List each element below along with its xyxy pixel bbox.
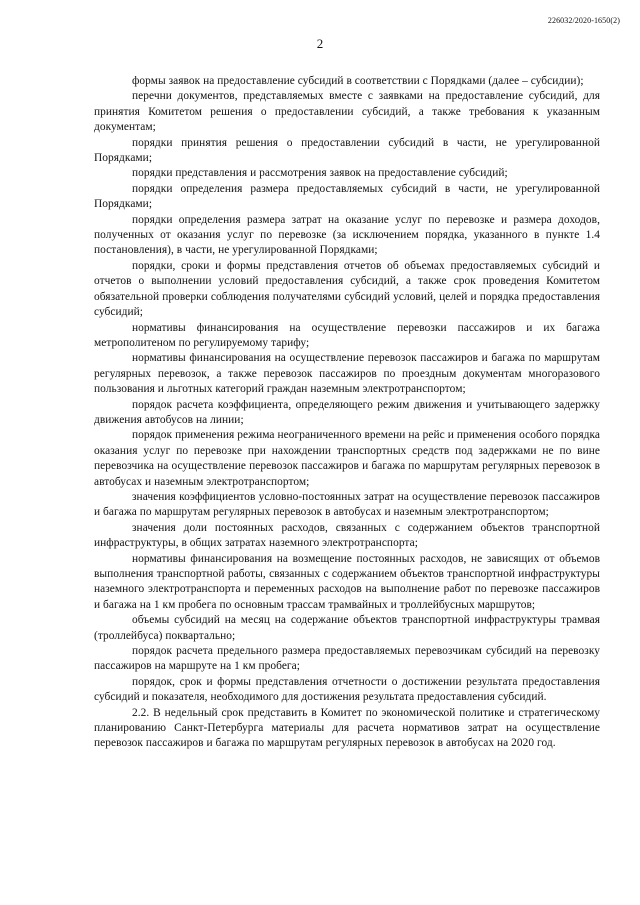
paragraph: нормативы финансирования на осуществление перевозок пассажиров и багажа по маршрутам регулярных перевозок, а также перевозок пассажиров по проездным документам многоразового пользования и льготных категорий граждан наземным электротранспортом; — [94, 352, 600, 396]
paragraph: нормативы финансирования на возмещение постоянных расходов, не зависящих от объемов выполнения транспортной работы, связанных с содержанием объектов транспортной инфраструктуры наземного электротранспорта и переменных расходов на выполнение работ по перевозке пассажиров и багажа на 1 км пробега по основным трассам трамвайных и троллейбусных маршрутов; — [94, 552, 600, 611]
document-body — [94, 74, 600, 752]
paragraph: объемы субсидий на месяц на содержание объектов транспортной инфраструктуры трамвая (троллейбуса) поквартально; — [94, 614, 600, 642]
paragraph: 2.2. В недельный срок представить в Комитет по экономической политике и стратегическому планированию Санкт-Петербурга материалы для расчета нормативов затрат на осуществление перевозок пассажиров и багажа по маршрутам регулярных перевозок в автобусах на 2020 год. — [94, 706, 600, 750]
paragraph: порядки принятия решения о предоставлении субсидий в части, не урегулированной Порядками; — [94, 136, 600, 165]
paragraph: значения коэффициентов условно-постоянных затрат на осуществление перевозок пассажиров и багажа по маршрутам регулярных перевозок в автобусах и наземным электротранспортом; — [94, 490, 600, 519]
paragraph: порядок применения режима неограниченного времени на рейс и применения особого порядка оказания услуг по перевозке при нахождении транспортных средств под задержками не по вине перевозчика на осуществление перевозок пассажиров и багажа по маршрутам регулярных перевозок в автобусах и наземным электротранспортом; — [94, 429, 600, 488]
paragraph: нормативы финансирования на осуществление перевозки пассажиров и их багажа метрополитеном по регулируемому тарифу; — [94, 321, 600, 349]
paragraph: порядок расчета коэффициента, определяющего режим движения и учитывающего задержку движения автобусов на линии; — [94, 398, 600, 426]
paragraph: значения доли постоянных расходов, связанных с содержанием объектов транспортной инфраструктуры, в общих затратах наземного электротранспорта; — [94, 521, 600, 550]
paragraph: порядки определения размера предоставляемых субсидий в части, не урегулированной Порядками; — [94, 182, 600, 211]
paragraph: порядок расчета предельного размера предоставляемых перевозчикам субсидий на перевозку пассажиров на маршруте на 1 км пробега; — [94, 645, 600, 673]
document-number: 226032/2020-1650(2) — [547, 16, 620, 25]
paragraph: порядки определения размера затрат на оказание услуг по перевозке и размера доходов, полученных от оказания услуг по перевозке (за исключением порядка, указанного в пункте 1.4 постановления), в части, не урегулированной Порядками; — [94, 213, 600, 257]
page-number: 2 — [316, 36, 324, 51]
paragraph: перечни документов, представляемых вместе с заявками на предоставление субсидий, для принятия Комитетом решения о предоставлении субсидий, а также требования к указанным документам; — [94, 90, 600, 134]
paragraph: порядки, сроки и формы представления отчетов об объемах предоставляемых субсидий и отчетов о выполнении условий предоставления субсидий, а также срок проведения Комитетом обязательной проверки соблюдения получателями субсидий условий, целей и порядка предоставления субсидий; — [94, 259, 600, 319]
paragraph: порядки представления и рассмотрения заявок на предоставление субсидий; — [132, 167, 508, 180]
paragraph: порядок, срок и формы представления отчетности о достижении результата предоставления субсидий и показателя, необходимого для достижения результата предоставления субсидий. — [94, 675, 600, 704]
paragraph: формы заявок на предоставление субсидий в соответствии с Порядками (далее – субсидии); — [132, 75, 584, 87]
